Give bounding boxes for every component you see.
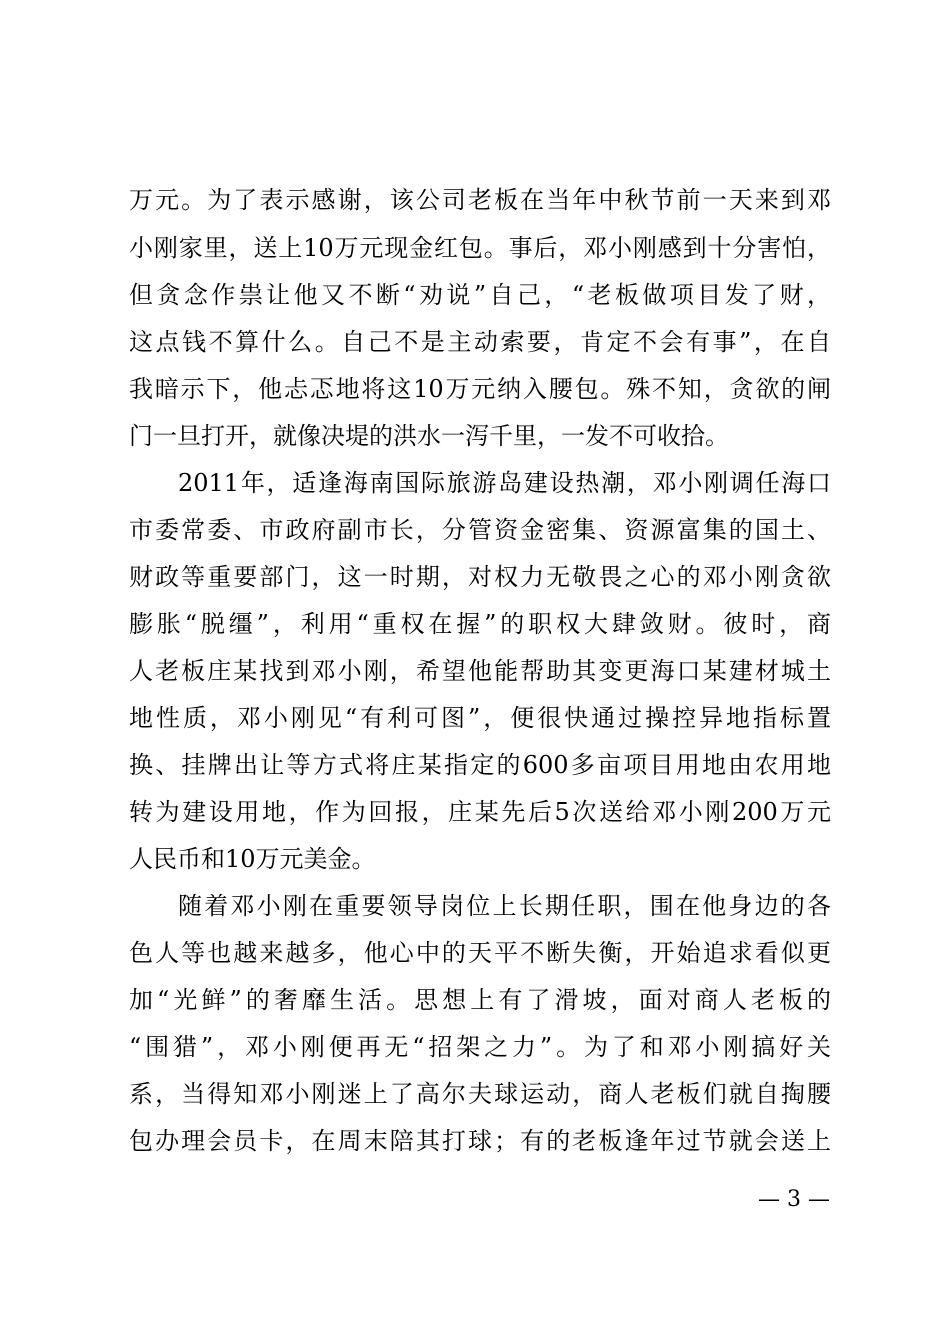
paragraph-3-line-3: 加“光鲜”的奢靡生活。思想上有了滑坡，面对商人老板的 [129, 986, 831, 1014]
page-number: — 3 — [758, 1187, 830, 1212]
paragraph-2-line-9: 人民币和10万元美金。 [129, 845, 376, 873]
paragraph-2-line-5: 人老板庄某找到邓小刚，希望他能帮助其变更海口某建材城土 [129, 657, 831, 685]
paragraph-1-line-3: 但贪念作祟让他又不断“劝说”自己，“老板做项目发了财， [129, 281, 831, 309]
paragraph-3-line-5: 系，当得知邓小刚迷上了高尔夫球运动，商人老板们就自掏腰 [129, 1080, 831, 1108]
paragraph-3-line-1: 随着邓小刚在重要领导岗位上长期任职，围在他身边的各 [178, 892, 831, 920]
paragraph-2-line-3: 财政等重要部门，这一时期，对权力无敬畏之心的邓小刚贪欲 [129, 563, 831, 591]
paragraph-1-line-2: 小刚家里，送上10万元现金红包。事后，邓小刚感到十分害怕， [129, 234, 831, 262]
paragraph-2-line-4: 膨胀“脱缰”，利用“重权在握”的职权大肆敛财。彼时，商 [129, 610, 831, 638]
paragraph-2-line-7: 换、挂牌出让等方式将庄某指定的600多亩项目用地由农用地 [129, 751, 831, 779]
paragraph-1-line-6: 门一旦打开，就像决堤的洪水一泻千里，一发不可收拾。 [129, 422, 729, 450]
paragraph-3-line-2: 色人等也越来越多，他心中的天平不断失衡，开始追求看似更 [129, 939, 831, 967]
paragraph-3-line-6: 包办理会员卡，在周末陪其打球；有的老板逢年过节就会送上 [129, 1127, 831, 1155]
paragraph-2-line-1: 2011年，适逢海南国际旅游岛建设热潮，邓小刚调任海口 [178, 469, 831, 497]
paragraph-3-line-4: “围猎”，邓小刚便再无“招架之力”。为了和邓小刚搞好关 [129, 1033, 831, 1061]
paragraph-1-line-4: 这点钱不算什么。自己不是主动索要，肯定不会有事”，在自 [129, 328, 831, 356]
paragraph-1-line-5: 我暗示下，他忐忑地将这10万元纳入腰包。殊不知，贪欲的闸 [129, 375, 831, 403]
paragraph-1-line-1: 万元。为了表示感谢，该公司老板在当年中秋节前一天来到邓 [129, 186, 831, 214]
paragraph-2-line-6: 地性质，邓小刚见“有利可图”，便很快通过操控异地指标置 [129, 704, 831, 732]
paragraph-2-line-2: 市委常委、市政府副市长，分管资金密集、资源富集的国土、 [129, 516, 831, 544]
paragraph-2-line-8: 转为建设用地，作为回报，庄某先后5次送给邓小刚200万元 [129, 798, 831, 826]
